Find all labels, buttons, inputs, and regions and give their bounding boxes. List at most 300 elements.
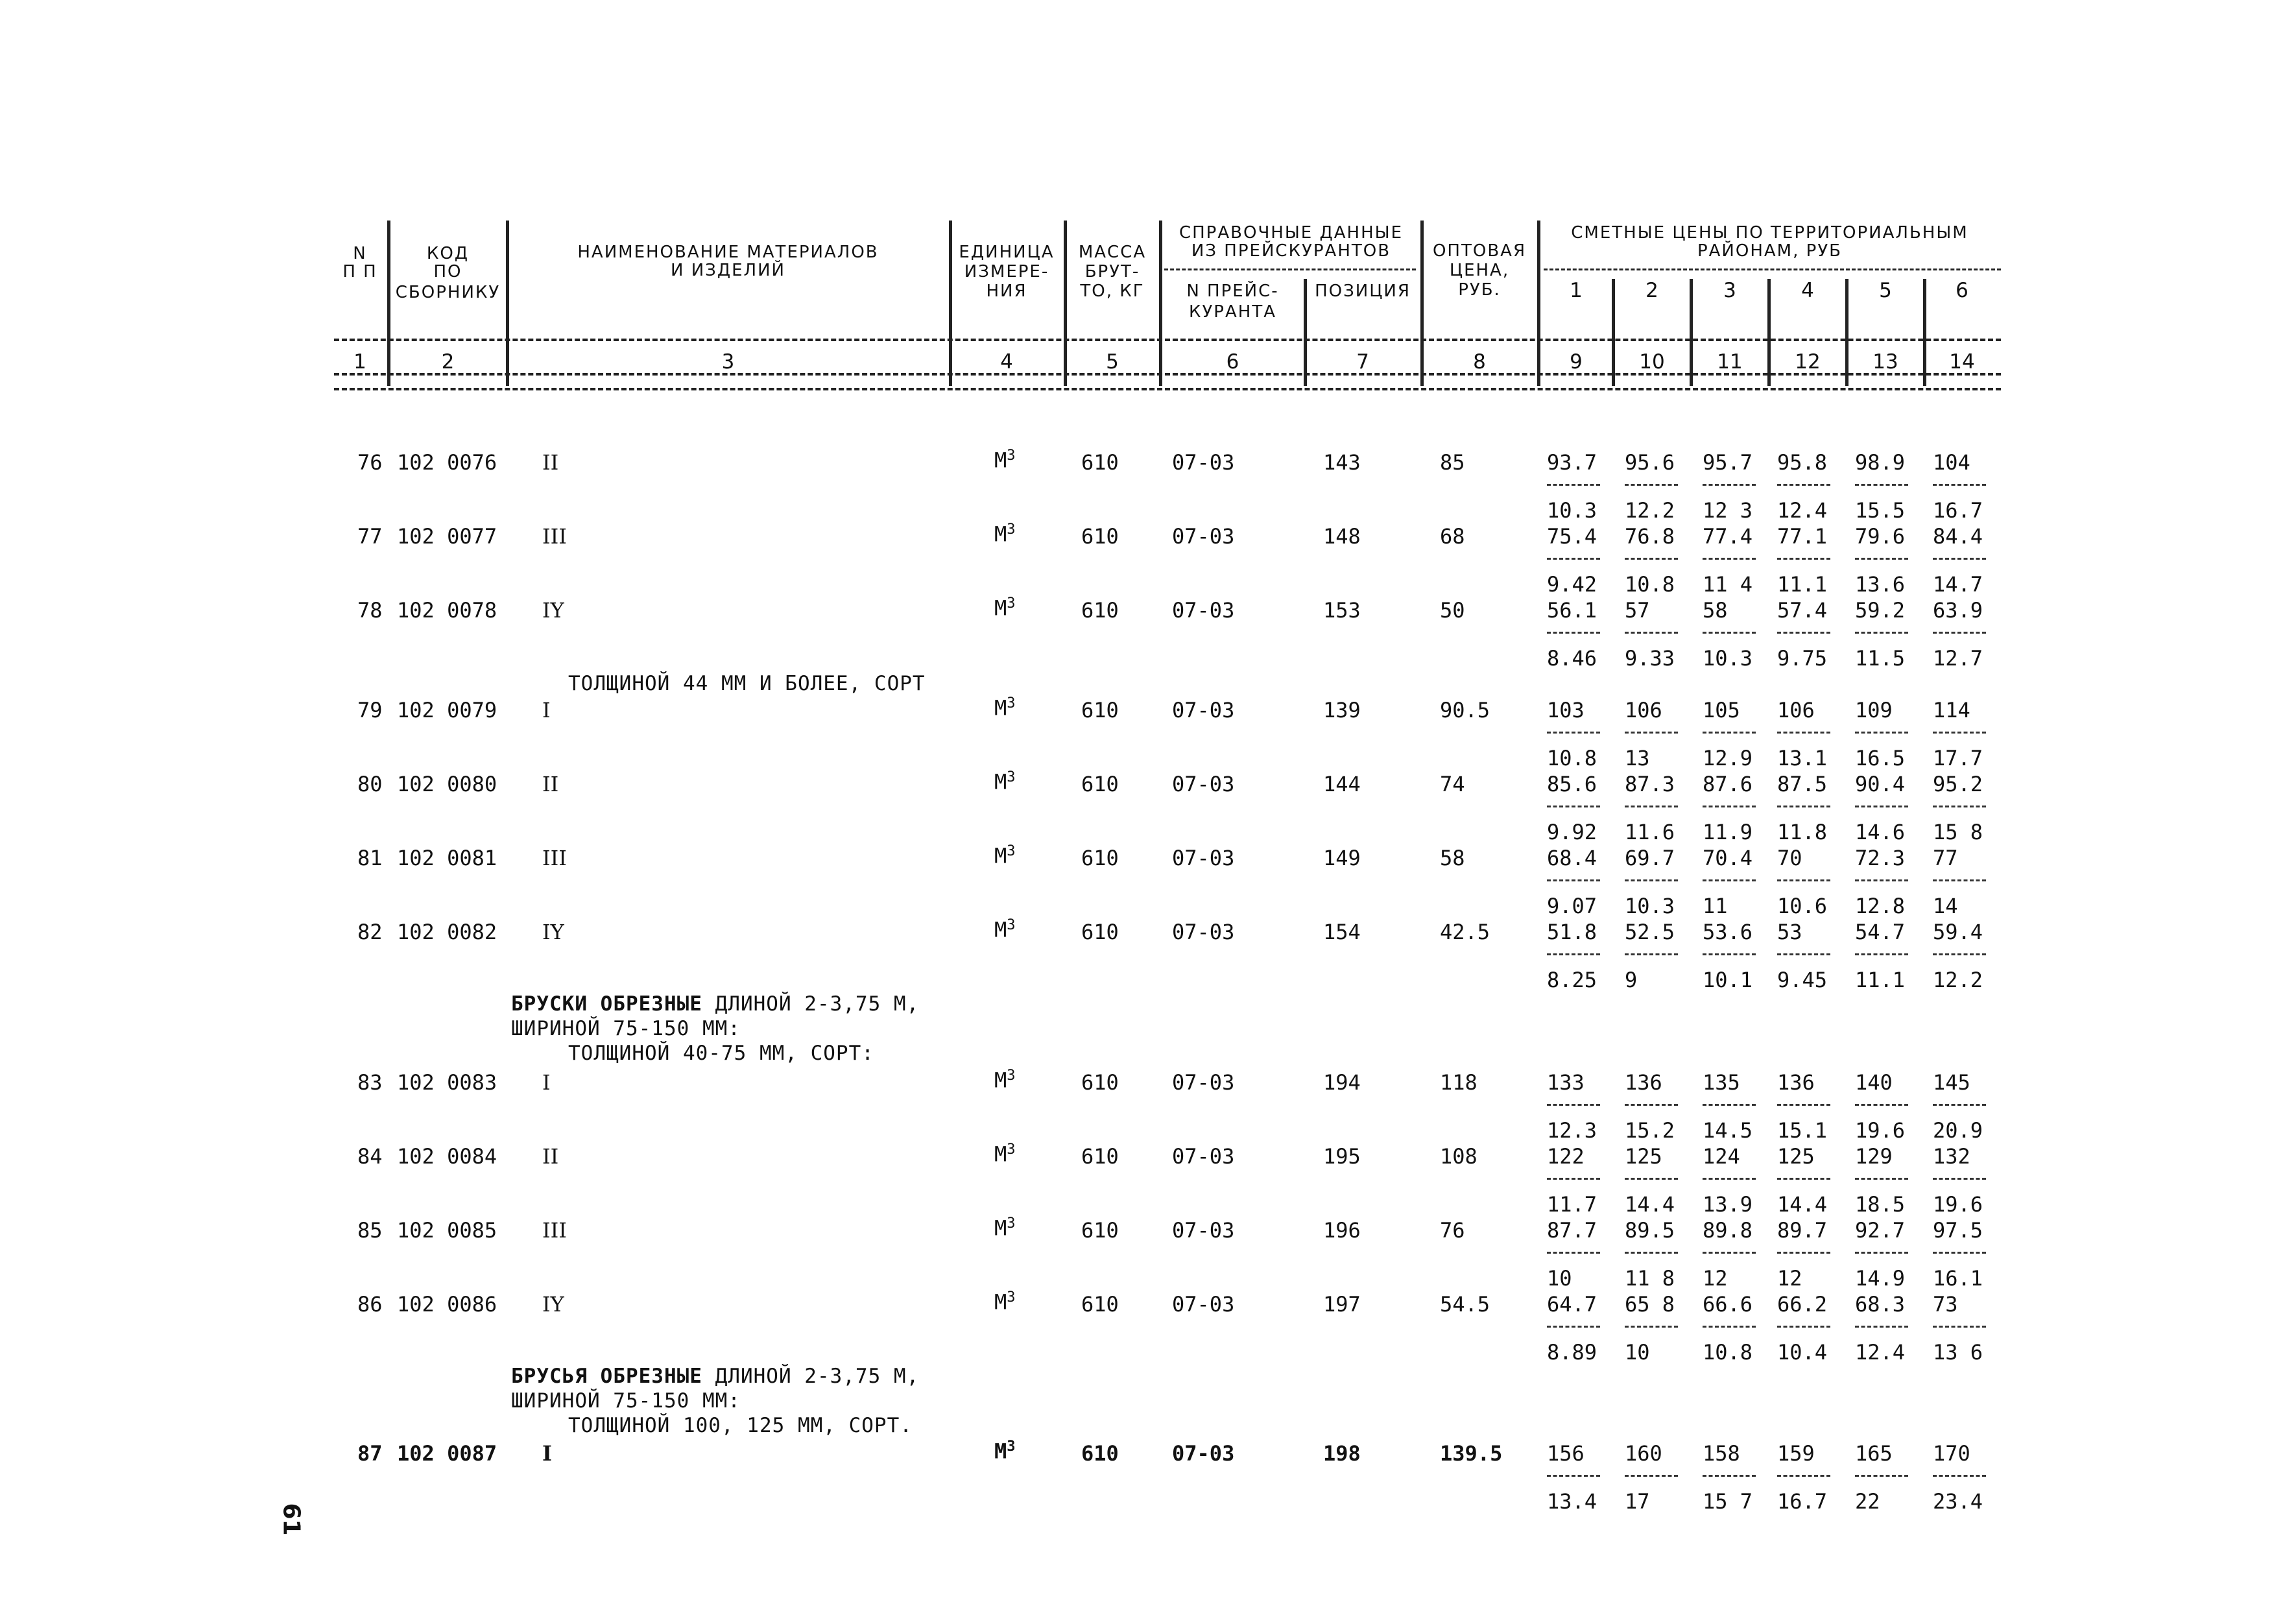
row-code: 102 0081	[397, 846, 497, 870]
header-col8-line3: РУБ.	[1458, 280, 1501, 300]
region-price-top: 104	[1933, 450, 1970, 475]
fraction-line	[1777, 1326, 1830, 1328]
region-price-bottom: 16.1	[1933, 1266, 1983, 1291]
region-price-top: 98.9	[1855, 450, 1906, 475]
region-price-bottom: 20.9	[1933, 1118, 1983, 1143]
row-wholesale-price: 139.5	[1440, 1441, 1503, 1466]
header-region-6: 6	[1956, 279, 1968, 302]
fraction-line	[1933, 1252, 1986, 1254]
region-price-top: 58	[1703, 598, 1728, 623]
subheading-bruski-rest: ДЛИНОЙ 2-3,75 М,	[702, 992, 920, 1016]
region-price-bottom: 11.8	[1777, 820, 1828, 844]
header-region-3: 3	[1723, 279, 1736, 302]
header-ref-group-line2: ИЗ ПРЕЙСКУРАНТОВ	[1191, 241, 1391, 261]
row-pricelist: 07-03	[1172, 1292, 1235, 1317]
region-price-top: 136	[1777, 1070, 1815, 1095]
row-position: 139	[1323, 698, 1361, 722]
region-price-bottom: 9.45	[1777, 968, 1828, 992]
region-price-bottom: 8.25	[1547, 968, 1597, 992]
fraction-line	[1933, 1178, 1986, 1180]
row-name: III	[542, 524, 567, 549]
region-price-bottom: 10.1	[1703, 968, 1753, 992]
header-region-2: 2	[1645, 279, 1658, 302]
unit-superscript: 3	[1007, 521, 1016, 538]
fraction-line	[1703, 953, 1756, 955]
fraction-line	[1547, 1178, 1600, 1180]
row-code: 102 0082	[397, 920, 497, 944]
region-price-top: 89.7	[1777, 1218, 1828, 1243]
header-col4-line1: ЕДИНИЦА	[959, 243, 1055, 262]
fraction-line	[1625, 1252, 1678, 1254]
colnum-10: 10	[1639, 350, 1665, 374]
region-price-bottom: 12.7	[1933, 646, 1983, 671]
region-price-top: 109	[1855, 698, 1893, 722]
region-price-top: 68.4	[1547, 846, 1597, 870]
fraction-line	[1855, 879, 1908, 881]
region-price-top: 159	[1777, 1441, 1815, 1466]
fraction-line	[1855, 806, 1908, 807]
fraction-line	[1933, 484, 1986, 486]
region-price-bottom: 22	[1855, 1489, 1880, 1514]
fraction-line	[1547, 806, 1600, 807]
row-code: 102 0077	[397, 524, 497, 549]
fraction-line	[1933, 732, 1986, 734]
region-price-top: 70.4	[1703, 846, 1753, 870]
fraction-line	[1625, 1104, 1678, 1106]
region-price-bottom: 23.4	[1933, 1489, 1983, 1514]
region-price-bottom: 9.42	[1547, 572, 1597, 597]
region-price-top: 85.6	[1547, 772, 1597, 796]
row-mass: 610	[1081, 920, 1119, 944]
header-col2-line1: КОД	[426, 244, 470, 263]
row-mass: 610	[1081, 846, 1119, 870]
region-price-top: 158	[1703, 1441, 1740, 1466]
row-wholesale-price: 76	[1440, 1218, 1465, 1243]
header-col1-line2: П П	[342, 262, 377, 281]
row-number: 85	[357, 1218, 383, 1243]
fraction-line	[1933, 953, 1986, 955]
row-unit: $М^3$	[994, 1215, 1016, 1241]
region-price-top: 57.4	[1777, 598, 1828, 623]
row-number: 77	[357, 524, 383, 549]
region-price-top: 53	[1777, 920, 1802, 944]
page-number: 61	[278, 1503, 305, 1536]
region-price-bottom: 13.4	[1547, 1489, 1597, 1514]
fraction-line	[1933, 1104, 1986, 1106]
header-col8-line2: ЦЕНА,	[1449, 261, 1510, 280]
row-mass: 610	[1081, 772, 1119, 796]
row-position: 195	[1323, 1144, 1361, 1169]
fraction-line	[1933, 1326, 1986, 1328]
region-price-bottom: 10	[1625, 1340, 1650, 1365]
region-price-bottom: 11	[1703, 894, 1728, 918]
unit-superscript: 3	[1007, 769, 1016, 785]
region-price-bottom: 11.9	[1703, 820, 1753, 844]
unit-superscript: 3	[1007, 448, 1016, 464]
row-name: IY	[542, 1292, 564, 1317]
colnum-9: 9	[1570, 350, 1583, 374]
subheading-brusya-bold: БРУСЬЯ ОБРЕЗНЫЕ	[511, 1365, 702, 1388]
unit-superscript: 3	[1007, 1141, 1016, 1158]
region-price-top: 114	[1933, 698, 1970, 722]
row-unit: $М^3$	[994, 448, 1016, 473]
region-price-bottom: 8.89	[1547, 1340, 1597, 1365]
region-price-top: 105	[1703, 698, 1740, 722]
row-code: 102 0085	[397, 1218, 497, 1243]
row-position: 198	[1323, 1441, 1361, 1466]
region-price-bottom: 16.5	[1855, 746, 1906, 770]
row-unit: $М^3$	[994, 521, 1016, 547]
region-price-bottom: 10.3	[1547, 498, 1597, 523]
region-price-top: 133	[1547, 1070, 1585, 1095]
fraction-line	[1933, 558, 1986, 560]
subheading-brusya-width: ШИРИНОЙ 75-150 ММ:	[511, 1389, 741, 1413]
row-pricelist: 07-03	[1172, 1218, 1235, 1243]
region-price-bottom: 9.07	[1547, 894, 1597, 918]
fraction-line	[1625, 1178, 1678, 1180]
row-unit: $М^3$	[994, 843, 1016, 868]
fraction-line	[1777, 1178, 1830, 1180]
unit-superscript: 3	[1007, 843, 1016, 859]
colnum-13: 13	[1872, 350, 1898, 374]
unit-superscript: 3	[1007, 1439, 1016, 1455]
region-price-top: 95.8	[1777, 450, 1828, 475]
subheading-brusya-thick: ТОЛЩИНОЙ 100, 125 ММ, СОРТ.	[568, 1414, 913, 1437]
fraction-line	[1777, 558, 1830, 560]
region-price-bottom: 14.4	[1777, 1192, 1828, 1217]
region-price-bottom: 19.6	[1855, 1118, 1906, 1143]
fraction-line	[1855, 632, 1908, 634]
region-price-top: 92.7	[1855, 1218, 1906, 1243]
row-position: 143	[1323, 450, 1361, 475]
header-col8-line1: ОПТОВАЯ	[1432, 241, 1527, 261]
row-wholesale-price: 68	[1440, 524, 1465, 549]
region-price-bottom: 9.92	[1547, 820, 1597, 844]
region-price-top: 76.8	[1625, 524, 1675, 549]
fraction-line	[1547, 1475, 1600, 1477]
region-price-bottom: 10.3	[1703, 646, 1753, 671]
region-price-bottom: 12.8	[1855, 894, 1906, 918]
region-price-bottom: 19.6	[1933, 1192, 1983, 1217]
row-number: 81	[357, 846, 383, 870]
region-price-bottom: 13.9	[1703, 1192, 1753, 1217]
row-wholesale-price: 50	[1440, 598, 1465, 623]
row-position: 196	[1323, 1218, 1361, 1243]
row-mass: 610	[1081, 1218, 1119, 1243]
row-wholesale-price: 58	[1440, 846, 1465, 870]
row-pricelist: 07-03	[1172, 698, 1235, 722]
fraction-line	[1547, 953, 1600, 955]
fraction-line	[1547, 1252, 1600, 1254]
subheading-thick44: ТОЛЩИНОЙ 44 ММ И БОЛЕЕ, СОРТ	[568, 672, 926, 695]
fraction-line	[1625, 879, 1678, 881]
subheading-bruski	[511, 992, 919, 1016]
unit-superscript: 3	[1007, 695, 1016, 711]
region-price-bottom: 9.33	[1625, 646, 1675, 671]
fraction-line	[1625, 484, 1678, 486]
fraction-line	[1547, 632, 1600, 634]
region-price-top: 87.3	[1625, 772, 1675, 796]
row-code: 102 0078	[397, 598, 497, 623]
fraction-line	[1703, 1326, 1756, 1328]
region-price-top: 124	[1703, 1144, 1740, 1169]
row-unit: $М^3$	[994, 595, 1016, 621]
fraction-line	[1625, 732, 1678, 734]
subheading-brusya	[511, 1365, 919, 1388]
header-col4-line2: ИЗМЕРЕ-	[964, 262, 1049, 281]
row-position: 144	[1323, 772, 1361, 796]
region-price-top: 129	[1855, 1144, 1893, 1169]
region-price-top: 65 8	[1625, 1292, 1675, 1317]
row-code: 102 0084	[397, 1144, 497, 1169]
region-price-bottom: 12	[1703, 1266, 1728, 1291]
fraction-line	[1855, 953, 1908, 955]
region-price-bottom: 11.5	[1855, 646, 1906, 671]
row-mass: 610	[1081, 698, 1119, 722]
region-price-bottom: 10.3	[1625, 894, 1675, 918]
region-price-top: 125	[1625, 1144, 1662, 1169]
region-price-top: 136	[1625, 1070, 1662, 1095]
row-name: II	[542, 1144, 559, 1169]
fraction-line	[1625, 1326, 1678, 1328]
row-number: 76	[357, 450, 383, 475]
header-col2-line2: ПО	[433, 262, 462, 281]
region-price-top: 87.7	[1547, 1218, 1597, 1243]
fraction-line	[1547, 879, 1600, 881]
fraction-line	[1547, 732, 1600, 734]
row-mass: 610	[1081, 524, 1119, 549]
region-price-top: 72.3	[1855, 846, 1906, 870]
region-price-bottom: 13	[1625, 746, 1650, 770]
row-wholesale-price: 42.5	[1440, 920, 1490, 944]
row-name: I	[542, 1441, 552, 1466]
region-price-bottom: 10.8	[1703, 1340, 1753, 1365]
colnum-8: 8	[1473, 350, 1486, 374]
row-pricelist: 07-03	[1172, 598, 1235, 623]
fraction-line	[1547, 1104, 1600, 1106]
fraction-line	[1777, 1252, 1830, 1254]
region-price-bottom: 16.7	[1933, 498, 1983, 523]
fraction-line	[1625, 1475, 1678, 1477]
region-price-top: 59.4	[1933, 920, 1983, 944]
colnum-1: 1	[353, 350, 366, 374]
region-price-bottom: 11 8	[1625, 1266, 1675, 1291]
row-number: 84	[357, 1144, 383, 1169]
region-price-bottom: 12.2	[1625, 498, 1675, 523]
region-price-top: 95.7	[1703, 450, 1753, 475]
subheading-bruski-width: ШИРИНОЙ 75-150 ММ:	[511, 1017, 741, 1040]
colnum-7: 7	[1356, 350, 1369, 374]
row-wholesale-price: 90.5	[1440, 698, 1490, 722]
row-name: IY	[542, 920, 564, 944]
row-mass: 610	[1081, 1144, 1119, 1169]
region-price-bottom: 13.6	[1855, 572, 1906, 597]
fraction-line	[1777, 953, 1830, 955]
row-position: 153	[1323, 598, 1361, 623]
colnum-5: 5	[1106, 350, 1119, 374]
fraction-line	[1933, 632, 1986, 634]
fraction-line	[1625, 558, 1678, 560]
fraction-line	[1855, 1252, 1908, 1254]
row-number: 82	[357, 920, 383, 944]
region-price-bottom: 13 6	[1933, 1340, 1983, 1365]
region-price-top: 77.1	[1777, 524, 1828, 549]
row-name: III	[542, 1218, 567, 1243]
region-price-top: 69.7	[1625, 846, 1675, 870]
region-price-bottom: 10.4	[1777, 1340, 1828, 1365]
row-number: 80	[357, 772, 383, 796]
region-price-top: 90.4	[1855, 772, 1906, 796]
colnum-14: 14	[1949, 350, 1975, 374]
row-code: 102 0083	[397, 1070, 497, 1095]
row-pricelist: 07-03	[1172, 450, 1235, 475]
region-price-bottom: 9.75	[1777, 646, 1828, 671]
header-col5-line1: МАССА	[1078, 243, 1147, 262]
unit-superscript: 3	[1007, 1215, 1016, 1232]
row-code: 102 0080	[397, 772, 497, 796]
row-pricelist: 07-03	[1172, 1441, 1235, 1466]
region-price-top: 125	[1777, 1144, 1815, 1169]
fraction-line	[1855, 1475, 1908, 1477]
header-ref-group-line1: СПРАВОЧНЫЕ ДАННЫЕ	[1178, 223, 1404, 243]
colnum-2: 2	[441, 350, 455, 374]
row-unit: $М^3$	[994, 1068, 1016, 1093]
row-number: 78	[357, 598, 383, 623]
region-price-bottom: 11.6	[1625, 820, 1675, 844]
row-name: IY	[542, 598, 564, 623]
fraction-line	[1777, 1104, 1830, 1106]
region-price-bottom: 11.7	[1547, 1192, 1597, 1217]
fraction-line	[1625, 953, 1678, 955]
region-price-bottom: 11.1	[1777, 572, 1828, 597]
row-unit: $М^3$	[994, 1439, 1016, 1464]
header-regions-line1: СМЕТНЫЕ ЦЕНЫ ПО ТЕРРИТОРИАЛЬНЫМ	[1571, 223, 1968, 243]
fraction-line	[1703, 1252, 1756, 1254]
header-col7: ПОЗИЦИЯ	[1315, 281, 1411, 301]
header-col5-line3: ТО, КГ	[1080, 281, 1145, 301]
unit-superscript: 3	[1007, 595, 1016, 612]
header-col2-line3: СБОРНИКУ	[395, 283, 501, 302]
region-price-top: 140	[1855, 1070, 1893, 1095]
row-code: 102 0079	[397, 698, 497, 722]
row-mass: 610	[1081, 450, 1119, 475]
region-price-top: 106	[1625, 698, 1662, 722]
region-price-top: 87.5	[1777, 772, 1828, 796]
row-wholesale-price: 74	[1440, 772, 1465, 796]
region-price-bottom: 18.5	[1855, 1192, 1906, 1217]
region-price-top: 89.8	[1703, 1218, 1753, 1243]
region-price-top: 56.1	[1547, 598, 1597, 623]
region-price-bottom: 12.4	[1855, 1340, 1906, 1365]
header-col5-line2: БРУТ-	[1084, 262, 1140, 281]
region-price-bottom: 17	[1625, 1489, 1650, 1514]
row-pricelist: 07-03	[1172, 920, 1235, 944]
row-pricelist: 07-03	[1172, 1144, 1235, 1169]
fraction-line	[1703, 1104, 1756, 1106]
region-price-bottom: 15.5	[1855, 498, 1906, 523]
region-price-bottom: 8.46	[1547, 646, 1597, 671]
region-price-top: 156	[1547, 1441, 1585, 1466]
region-price-bottom: 12.9	[1703, 746, 1753, 770]
fraction-line	[1625, 632, 1678, 634]
region-price-top: 93.7	[1547, 450, 1597, 475]
fraction-line	[1855, 732, 1908, 734]
region-price-top: 77.4	[1703, 524, 1753, 549]
row-pricelist: 07-03	[1172, 846, 1235, 870]
region-price-bottom: 14	[1933, 894, 1958, 918]
row-position: 148	[1323, 524, 1361, 549]
row-number: 83	[357, 1070, 383, 1095]
region-price-top: 51.8	[1547, 920, 1597, 944]
row-wholesale-price: 108	[1440, 1144, 1477, 1169]
row-code: 102 0076	[397, 450, 497, 475]
fraction-line	[1855, 1326, 1908, 1328]
fraction-line	[1703, 484, 1756, 486]
region-price-top: 165	[1855, 1441, 1893, 1466]
unit-superscript: 3	[1007, 1068, 1016, 1084]
row-position: 154	[1323, 920, 1361, 944]
row-wholesale-price: 118	[1440, 1070, 1477, 1095]
row-mass: 610	[1081, 1441, 1119, 1466]
row-number: 79	[357, 698, 383, 722]
region-price-bottom: 12.3	[1547, 1118, 1597, 1143]
region-price-top: 52.5	[1625, 920, 1675, 944]
fraction-line	[1703, 1178, 1756, 1180]
region-price-top: 103	[1547, 698, 1585, 722]
fraction-line	[1933, 806, 1986, 807]
fraction-line	[1855, 484, 1908, 486]
fraction-line	[1777, 1475, 1830, 1477]
region-price-bottom: 14.5	[1703, 1118, 1753, 1143]
row-mass: 610	[1081, 1292, 1119, 1317]
row-unit: $М^3$	[994, 917, 1016, 942]
region-price-bottom: 16.7	[1777, 1489, 1828, 1514]
region-price-bottom: 15.1	[1777, 1118, 1828, 1143]
region-price-bottom: 9	[1625, 968, 1638, 992]
region-price-top: 70	[1777, 846, 1802, 870]
fraction-line	[1703, 632, 1756, 634]
header-col1-line1: N	[353, 244, 367, 263]
region-price-top: 54.7	[1855, 920, 1906, 944]
subheading-bruski-thick: ТОЛЩИНОЙ 40-75 ММ, СОРТ:	[568, 1042, 874, 1065]
fraction-line	[1625, 806, 1678, 807]
region-price-bottom: 11 4	[1703, 572, 1753, 597]
region-price-bottom: 12.4	[1777, 498, 1828, 523]
fraction-line	[1777, 632, 1830, 634]
region-price-top: 89.5	[1625, 1218, 1675, 1243]
region-price-top: 59.2	[1855, 598, 1906, 623]
fraction-line	[1703, 558, 1756, 560]
region-price-top: 64.7	[1547, 1292, 1597, 1317]
colnum-3: 3	[721, 350, 735, 374]
row-position: 194	[1323, 1070, 1361, 1095]
region-price-top: 87.6	[1703, 772, 1753, 796]
row-position: 197	[1323, 1292, 1361, 1317]
row-code: 102 0087	[397, 1441, 497, 1466]
row-code: 102 0086	[397, 1292, 497, 1317]
header-col6-line2: КУРАНТА	[1189, 302, 1276, 322]
header-region-4: 4	[1801, 279, 1814, 302]
header-col3-line2: И ИЗДЕЛИЙ	[670, 261, 786, 280]
row-name: II	[542, 772, 559, 796]
row-pricelist: 07-03	[1172, 524, 1235, 549]
colnum-12: 12	[1795, 350, 1821, 374]
region-price-bottom: 10.8	[1625, 572, 1675, 597]
region-price-top: 79.6	[1855, 524, 1906, 549]
region-price-top: 66.2	[1777, 1292, 1828, 1317]
fraction-line	[1547, 1326, 1600, 1328]
row-wholesale-price: 54.5	[1440, 1292, 1490, 1317]
